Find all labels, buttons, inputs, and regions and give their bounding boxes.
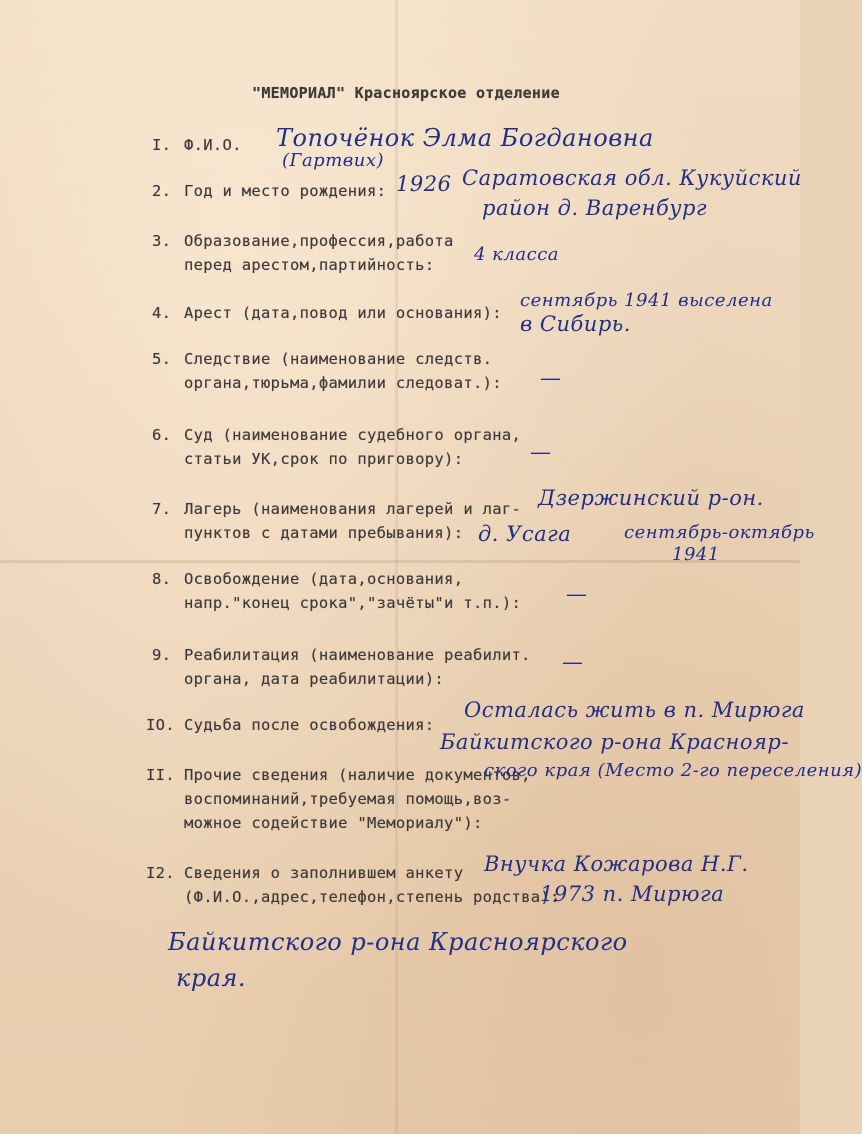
- item-11-label: воспоминаний,требуемая помощь,воз-: [184, 790, 512, 808]
- item-11-number: II.: [146, 766, 175, 784]
- answer-birth-place: район д. Варенбург: [482, 196, 708, 220]
- item-10-label: Судьба после освобождения:: [184, 716, 435, 734]
- answer-fate: Байкитского р-она Краснояр-: [440, 730, 789, 754]
- item-5-number: 5.: [152, 350, 172, 368]
- item-2-number: 2.: [152, 182, 172, 200]
- answer-filler: Внучка Кожарова Н.Г.: [484, 852, 749, 876]
- item-12-number: I2.: [146, 864, 175, 882]
- item-9-label: Реабилитация (наименование реабилит.: [184, 646, 531, 664]
- answer-fio: Топочёнок Элма Богдановна: [276, 124, 654, 152]
- answer-birth-year: 1926: [396, 172, 452, 196]
- answer-investigation: —: [540, 366, 562, 390]
- answer-camp: сентябрь-октябрь: [624, 522, 815, 543]
- answer-arrest: в Сибирь.: [520, 312, 631, 336]
- item-9-number: 9.: [152, 646, 172, 664]
- item-3-label: Образование,профессия,работа: [184, 232, 454, 250]
- answer-camp: Дзержинский р-он.: [538, 486, 764, 510]
- item-8-label: Освобождение (дата,основания,: [184, 570, 464, 588]
- item-11-label: Прочие сведения (наличие документов,: [184, 766, 531, 784]
- item-1-label: Ф.И.О.: [184, 136, 242, 154]
- item-6-label: Суд (наименование судебного органа,: [184, 426, 522, 444]
- item-7-label: Лагерь (наименования лагерей и лаг-: [184, 500, 522, 518]
- item-8-label: напр."конец срока","зачёты"и т.п.):: [184, 594, 522, 612]
- answer-camp: д. Усага: [478, 522, 572, 546]
- answer-arrest: сентябрь 1941 выселена: [520, 290, 773, 311]
- answer-release: —: [566, 582, 588, 606]
- answer-birth-place: Саратовская обл. Кукуйский: [462, 166, 802, 190]
- item-7-label: пунктов с датами пребывания):: [184, 524, 464, 542]
- answer-camp: 1941: [672, 544, 720, 565]
- paper-fold: [395, 0, 398, 1134]
- item-2-label: Год и место рождения:: [184, 182, 387, 200]
- item-5-label: Следствие (наименование следств.: [184, 350, 493, 368]
- item-11-label: можное содействие "Мемориалу"):: [184, 814, 483, 832]
- answer-fate: ского края (Место 2-го переселения): [484, 760, 862, 781]
- answer-fio-maiden: (Гартвих): [282, 150, 385, 171]
- answer-filler: Байкитского р-она Красноярского: [168, 928, 628, 956]
- answer-fate: Осталась жить в п. Мирюга: [464, 698, 805, 722]
- item-12-label: (Ф.И.О.,адрес,телефон,степень родства):: [184, 888, 560, 906]
- item-12-label: Сведения о заполнившем анкету: [184, 864, 464, 882]
- item-6-label: статьи УК,срок по приговору):: [184, 450, 464, 468]
- answer-education: 4 класса: [474, 244, 560, 265]
- item-1-number: I.: [152, 136, 172, 154]
- item-5-label: органа,тюрьма,фамилии следоват.):: [184, 374, 502, 392]
- item-7-number: 7.: [152, 500, 172, 518]
- item-3-label: перед арестом,партийность:: [184, 256, 435, 274]
- answer-filler: края.: [176, 964, 247, 992]
- item-10-number: IO.: [146, 716, 175, 734]
- item-8-number: 8.: [152, 570, 172, 588]
- item-3-number: 3.: [152, 232, 172, 250]
- item-9-label: органа, дата реабилитации):: [184, 670, 445, 688]
- item-4-number: 4.: [152, 304, 172, 322]
- item-6-number: 6.: [152, 426, 172, 444]
- item-4-label: Арест (дата,повод или основания):: [184, 304, 502, 322]
- form-header: "МЕМОРИАЛ" Красноярское отделение: [252, 84, 560, 102]
- answer-rehab: —: [562, 650, 584, 674]
- answer-court: —: [530, 440, 552, 464]
- answer-filler: 1973 п. Мирюга: [540, 882, 725, 906]
